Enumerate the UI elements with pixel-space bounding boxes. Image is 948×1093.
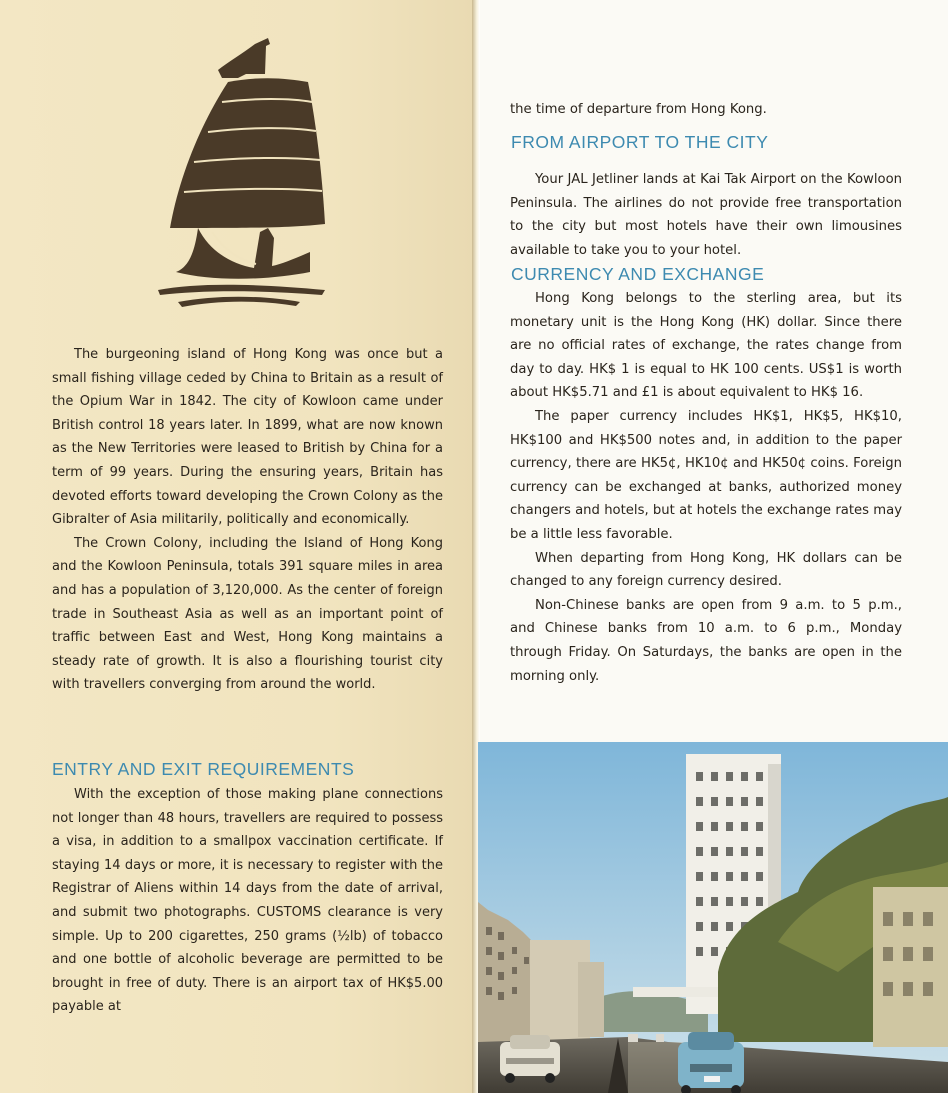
history-paragraph: The Crown Colony, including the Island of Hong Kong and the Kowloon Peninsula, totals 391 square miles in area and has a population of 3,120,000. As the center of foreign trade in Southeast Asia as well as an important point of traffic between East and West, Hong Kong maintains a steady rate of growth. It is also a flourishing tourist city with travellers converging from around the world.: [52, 535, 443, 693]
continuation-text: [510, 98, 902, 122]
entry-exit-paragraph: With the exception of those making plane connections not longer than 48 hours, travellers are required to possess a visa, in addition to a smallpox vaccination certificate. If staying 14 days or more, it is necessary to register with the Registrar of Aliens within 14 days from the date of arrival, and submit two photographs. CUSTOMS clearance is very simple. Up to 200 cigarettes, 250 grams (½lb) of tobacco and one bottle of alcoholic beverage are permitted to be brought in free of duty. There is an airport tax of HK$5.00 payable at: [52, 787, 443, 1015]
history-paragraph: The burgeoning island of Hong Kong was once but a small fishing village ceded by China to Britain as a result of the Opium War in 1842. The city of Kowloon came under British control 18 years later. In 1899, what are now known as the New Territories were leased to British by China for a term of 99 years. During the ensuring years, Britain has devoted efforts toward developing the Crown Colony as the Gibralter of Asia militarily, politically and economically.: [52, 347, 443, 528]
airport-heading: FROM AIRPORT TO THE CITY: [511, 132, 769, 152]
airport-text: [510, 168, 902, 262]
currency-text: [510, 287, 902, 688]
entry-exit-heading: ENTRY AND EXIT REQUIREMENTS: [52, 759, 355, 779]
currency-paragraph: The paper currency includes HK$1, HK$5, HK$10, HK$100 and HK$500 notes and, in addition to the paper currency, there are HK5¢, HK10¢ and HK50¢ coins. Foreign currency can be exchanged at banks, authorized money changers and hotels, but at hotels the exchange rates may be a little less favorable.: [510, 408, 902, 542]
airport-paragraph: Your JAL Jetliner lands at Kai Tak Airport on the Kowloon Peninsula. The airlines do not provide free transportation to the city but most hotels have their own limousines available to take you to your hotel.: [510, 172, 902, 258]
currency-paragraph: When departing from Hong Kong, HK dollars can be changed to any foreign currency desired.: [510, 550, 902, 590]
entry-exit-text: [52, 783, 443, 1019]
junk-boat-icon: [150, 32, 335, 312]
history-text: [52, 343, 443, 697]
currency-paragraph: Hong Kong belongs to the sterling area, but its monetary unit is the Hong Kong (HK) dollar. Since there are no official rates of exchange, the rates change from day to day. HK$ 1 is equal to HK 100 cents. US$1 is worth about HK$5.71 and £1 is about equivalent to HK$ 16.: [510, 291, 902, 401]
currency-heading: CURRENCY AND EXCHANGE: [511, 264, 765, 284]
hong-kong-street-photo: [478, 742, 948, 1093]
currency-paragraph: Non-Chinese banks are open from 9 a.m. to 5 p.m., and Chinese banks from 10 a.m. to 6 p.m., Monday through Friday. On Saturdays, the banks are open in the morning only.: [510, 597, 902, 684]
continuation-line: the time of departure from Hong Kong.: [510, 102, 767, 117]
